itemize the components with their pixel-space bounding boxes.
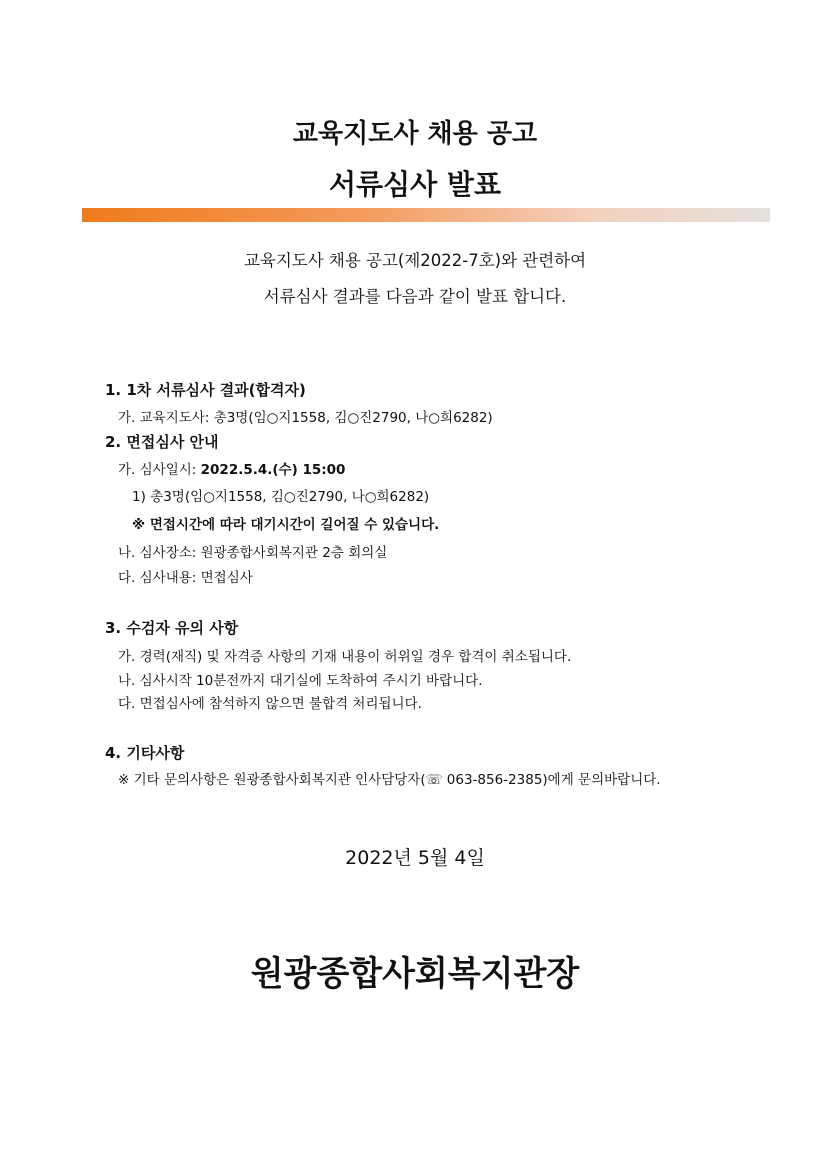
announcement-date: 2022년 5월 4일 bbox=[345, 847, 485, 869]
section-2-heading: 2. 면접심사 안내 bbox=[105, 433, 219, 451]
section-4-heading: 4. 기타사항 bbox=[105, 744, 185, 762]
section-2-item-c: 다. 심사내용: 면접심사 bbox=[118, 570, 253, 586]
section-2-note: ※ 면접시간에 따라 대기시간이 길어질 수 있습니다. bbox=[132, 517, 440, 533]
section-2-item-a bbox=[118, 458, 345, 478]
section-3-item-b: 나. 심사시작 10분전까지 대기실에 도착하여 주시기 바랍니다. bbox=[118, 673, 483, 689]
section-3-item-c: 다. 면접심사에 참석하지 않으면 불합격 처리됩니다. bbox=[118, 696, 422, 712]
section-2-item-b: 나. 심사장소: 원광종합사회복지관 2층 회의실 bbox=[118, 545, 388, 561]
section-4-note: ※ 기타 문의사항은 원광종합사회복지관 인사담당자(☏ 063-856-2385)에게 문의바랍니다. bbox=[118, 772, 661, 788]
organization-signature: 원광종합사회복지관장 bbox=[250, 954, 580, 994]
document-title: 교육지도사 채용 공고 bbox=[292, 119, 538, 149]
interview-datetime-label: 가. 심사일시: bbox=[118, 462, 197, 478]
section-1-item-a: 가. 교육지도사: 총3명(임○지1558, 김○진2790, 나○희6282) bbox=[118, 410, 493, 426]
section-1-heading: 1. 1차 서류심사 결과(합격자) bbox=[105, 381, 306, 399]
section-3-heading: 3. 수검자 유의 사항 bbox=[105, 619, 239, 637]
intro-line-1: 교육지도사 채용 공고(제2022-7호)와 관련하여 bbox=[243, 251, 587, 270]
section-3-item-a: 가. 경력(재직) 및 자격증 사항의 기재 내용이 허위일 경우 합격이 취소됩니다. bbox=[118, 649, 572, 665]
interview-datetime-value: 2022.5.4.(수) 15:00 bbox=[200, 462, 346, 478]
intro-line-2: 서류심사 결과를 다음과 같이 발표 합니다. bbox=[263, 287, 567, 306]
document-subtitle: 서류심사 발표 bbox=[328, 168, 502, 201]
section-2-item-a-sub: 1) 총3명(임○지1558, 김○진2790, 나○희6282) bbox=[132, 489, 430, 505]
orange-divider-bar bbox=[82, 208, 770, 222]
